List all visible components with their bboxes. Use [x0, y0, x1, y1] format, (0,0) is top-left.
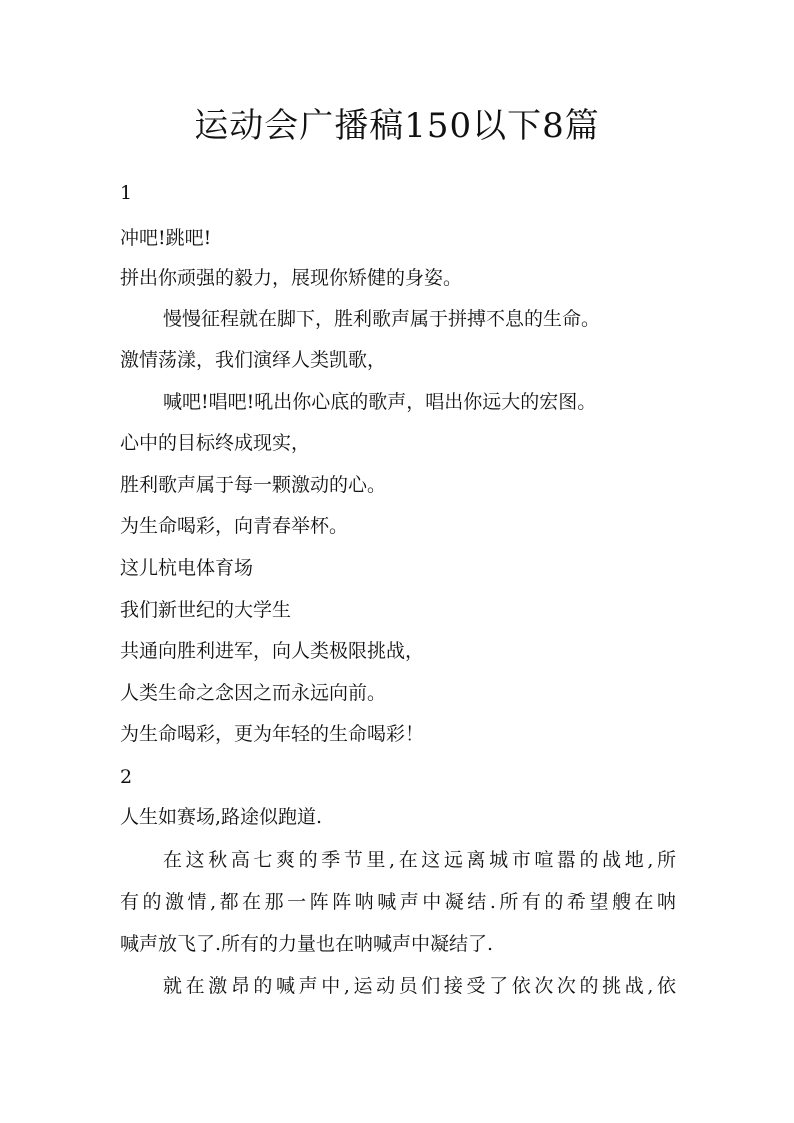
text-line: 为生命喝彩，更为年轻的生命喝彩！: [120, 723, 425, 745]
section-number-2: 2: [120, 766, 133, 788]
text-line: 喊声放飞了.所有的力量也在呐喊声中凝结了.: [120, 933, 494, 955]
text-line: 心中的目标终成现实，: [120, 432, 311, 454]
text-line: 慢慢征程就在脚下，胜利歌声属于拼搏不息的生命。: [163, 308, 601, 330]
text-line: 胜利歌声属于每一颗激动的心。: [120, 474, 387, 496]
text-line: 共通向胜利进军，向人类极限挑战，: [120, 640, 425, 662]
text-line: 冲吧!跳吧!: [120, 227, 212, 249]
text-line: 喊吧!唱吧!吼出你心底的歌声，唱出你远大的宏图。: [163, 391, 597, 413]
text-line: 为生命喝彩，向青春举杯。: [120, 515, 349, 537]
text-line: 这儿杭电体育场: [120, 557, 254, 579]
text-line: 拼出你顽强的毅力，展现你矫健的身姿。: [120, 267, 463, 289]
text-line: 就在激昂的喊声中,运动员们接受了依次次的挑战,依: [163, 975, 676, 997]
text-line: 激情荡漾，我们演绎人类凯歌，: [120, 349, 387, 371]
text-line: 我们新世纪的大学生: [120, 599, 292, 621]
text-line: 人生如赛场,路途似跑道.: [120, 806, 323, 828]
section-number-1: 1: [120, 182, 133, 204]
text-line: 有的激情,都在那一阵阵呐喊声中凝结.所有的希望艘在呐: [120, 891, 676, 913]
document-title: 运动会广播稿150以下8篇: [194, 106, 600, 146]
text-line: 在这秋高七爽的季节里,在这远离城市喧嚣的战地,所: [163, 849, 676, 871]
text-line: 人类生命之念因之而永远向前。: [120, 682, 387, 704]
